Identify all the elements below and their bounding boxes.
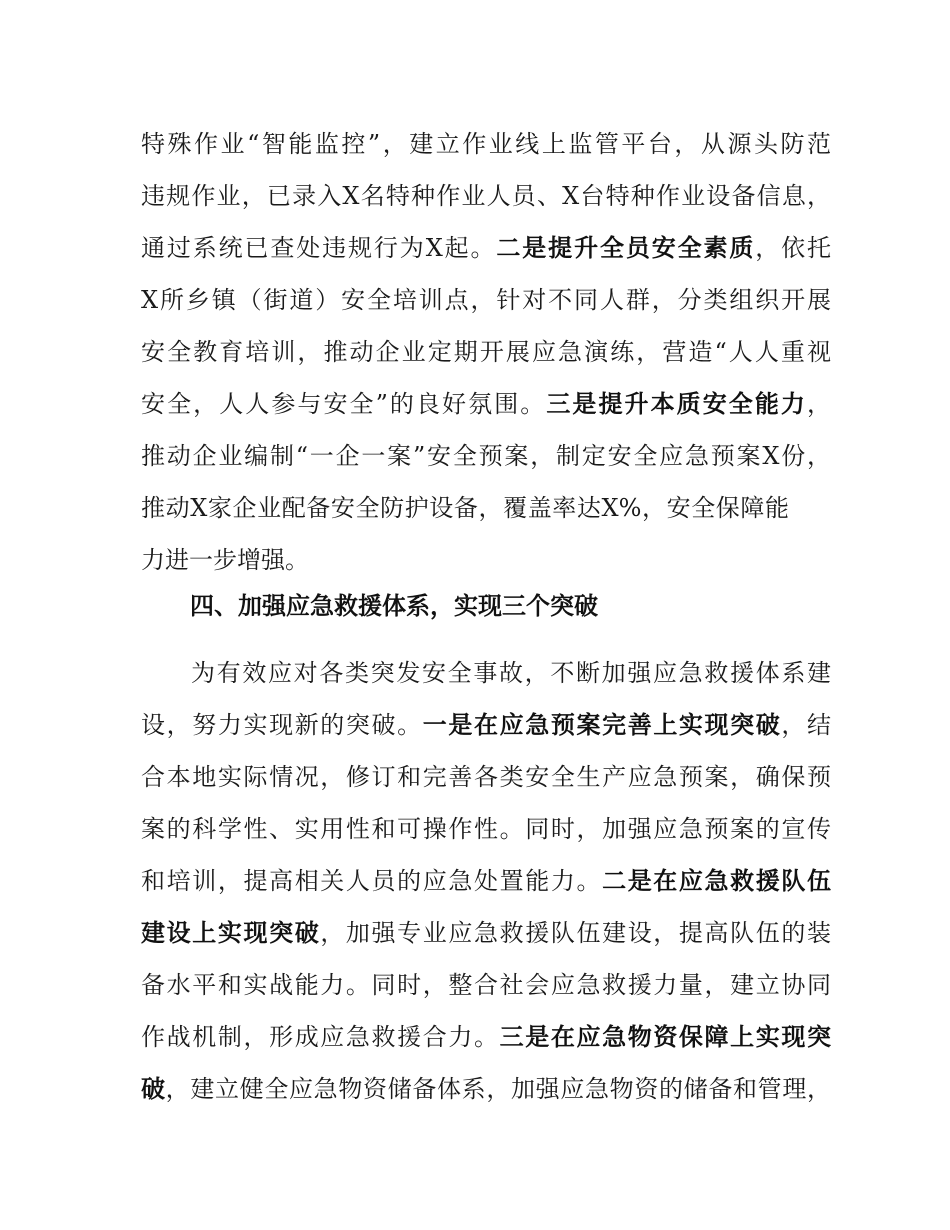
paragraph-2-line-7 [141,959,831,1011]
text-run: 安全，人人参与安全”的良好氛围。 [141,390,547,418]
text-run: 和培训，提高相关人员的应急处置能力。 [141,867,603,895]
text-run: 案的科学性、实用性和可操作性。同时，加强应急预案的宣传 [141,815,831,843]
text-run: 设，努力实现新的突破。 [141,711,423,739]
text-run: ，建立健全应急物资储备体系，加强应急物资的储备和管理， [165,1075,832,1103]
bold-lead-phrase: 破 [141,1075,166,1103]
paragraph-2-line-4 [141,803,831,855]
paragraph-1-line-1 [141,118,831,170]
bold-lead-phrase: 一是在应急预案完善上实现突破 [422,711,782,739]
bold-lead-phrase: 建设上实现突破 [141,919,321,947]
bold-lead-phrase: 二是在应急救援队伍 [602,867,832,895]
paragraph-1-line-9 [141,534,831,586]
paragraph-2-line-9 [141,1063,831,1115]
text-run: 备水平和实战能力。同时，整合社会应急救援力量，建立协同 [141,971,831,999]
section-heading: 四、加强应急救援体系，实现三个突破 [190,592,598,620]
text-run: ，依托 [755,234,831,262]
paragraph-2-line-5 [141,855,831,907]
bold-lead-phrase: 二是提升全员安全素质 [496,234,756,262]
text-run: 违规作业，已录入X名特种作业人员、X台特种作业设备信息， [141,182,831,210]
text-run: ，结 [781,711,832,739]
text-run: X所乡镇（街道）安全培训点，针对不同人群，分类组织开展 [141,286,831,314]
text-run: 通过系统已查处违规行为X起。 [141,234,497,262]
paragraph-1-line-7 [141,430,831,482]
text-run: 特殊作业“智能监控”，建立作业线上监管平台，从源头防范 [141,130,831,158]
paragraph-2-line-8 [141,1011,831,1063]
text-run: 力进一步增强。 [141,546,309,574]
text-run: 推动X家企业配备安全防护设备，覆盖率达X%，安全保障能 [141,494,789,522]
paragraph-1-line-4 [141,274,831,326]
paragraph-1-line-2 [141,170,831,222]
paragraph-2-line-2 [141,699,831,751]
paragraph-1-line-8 [141,482,789,534]
paragraph-1-line-3 [141,222,831,274]
bold-lead-phrase: 三是在应急物资保障上实现突 [499,1023,832,1051]
text-run: 安全教育培训，推动企业定期开展应急演练，营造“人人重视 [141,338,831,366]
text-run: ，加强专业应急救援队伍建设，提高队伍的装 [320,919,832,947]
text-run: 为有效应对各类突发安全事故，不断加强应急救援体系建 [191,659,831,687]
paragraph-2-line-6 [141,907,831,959]
paragraph-2-line-1 [191,647,831,699]
paragraph-1-line-6 [141,378,831,430]
bold-lead-phrase: 三是提升本质安全能力 [546,390,807,418]
text-run: 推动企业编制“一企一案”安全预案，制定安全应急预案X份， [141,442,831,470]
text-run: ， [807,390,831,418]
paragraph-1-line-5 [141,326,831,378]
text-run: 作战机制，形成应急救援合力。 [141,1023,500,1051]
paragraph-2-line-3 [141,751,831,803]
text-run: 合本地实际情况，修订和完善各类安全生产应急预案，确保预 [141,763,831,791]
